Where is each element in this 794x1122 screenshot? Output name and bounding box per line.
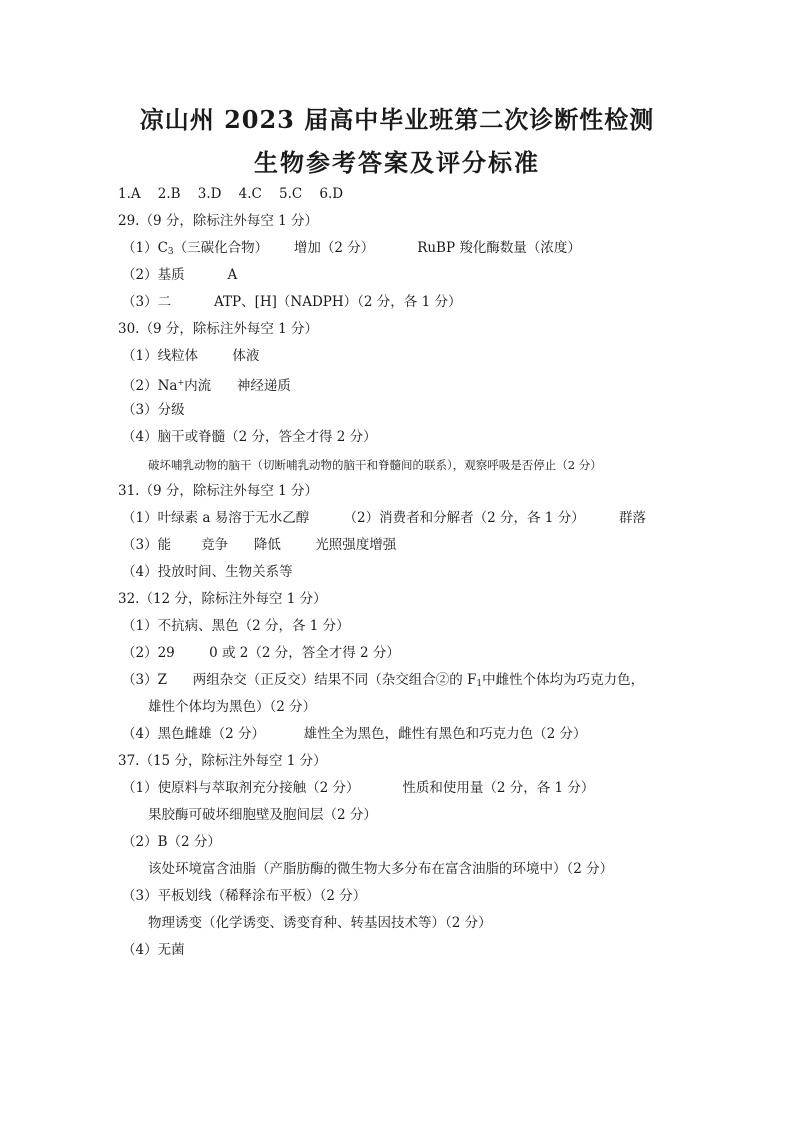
q30-answer-3: （3）分级 xyxy=(122,402,185,418)
multiple-choice-answers: 1.A 2.B 3.D 4.C 5.C 6.D xyxy=(118,186,344,202)
q32-answer-1: （1）不抗病、黑色（2 分，各 1 分） xyxy=(122,618,350,634)
q37-answer-4: （4）无菌 xyxy=(122,942,185,958)
q37-answer-2-continued: 该处环境富含油脂（产脂肪酶的微生物大多分布在富含油脂的环境中）（2 分） xyxy=(148,861,614,877)
q37-answer-2: （2）B（2 分） xyxy=(122,834,221,850)
q29-answer-2: （2）基质 A xyxy=(122,267,238,283)
q32-answer-3-continued: 雄性个体均为黑色）（2 分） xyxy=(148,699,317,715)
q32-header: 32.（12 分，除标注外每空 1 分） xyxy=(118,591,327,607)
q32-answer-4: （4）黑色雌雄（2 分） 雄性全为黑色，雌性有黑色和巧克力色（2 分） xyxy=(122,726,587,742)
document-title: 凉山州 2023 届高中毕业班第二次诊断性检测 xyxy=(139,105,655,134)
q37-answer-1: （1）使原料与萃取剂充分接触（2 分） 性质和使用量（2 分，各 1 分） xyxy=(122,780,595,796)
q30-note: 破坏哺乳动物的脑干（切断哺乳动物的脑干和脊髓间的联系），观察呼吸是否停止（2 分） xyxy=(148,458,602,472)
q30-answer-1: （1）线粒体 体液 xyxy=(122,348,260,364)
document-subtitle: 生物参考答案及评分标准 xyxy=(254,148,540,177)
q31-answer-1-2: （1）叶绿素 a 易溶于无水乙醇 （2）消费者和分解者（2 分，各 1 分） 群落 xyxy=(122,510,647,526)
q37-header: 37.（15 分，除标注外每空 1 分） xyxy=(118,753,327,769)
q31-answer-3: （3）能 竞争 降低 光照强度增强 xyxy=(122,537,397,553)
q30-answer-2: （2）Na+内流 神经递质 xyxy=(122,378,291,394)
q29-answer-3: （3）二 ATP、[H]（NADPH）（2 分，各 1 分） xyxy=(122,294,462,310)
q32-answer-3: （3）Z 两组杂交（正反交）结果不同（杂交组合②的 $F_1$中雌性个体均为巧克力色， xyxy=(122,672,645,689)
q30-answer-4: （4）脑干或脊髓（2 分，答全才得 2 分） xyxy=(122,429,377,445)
q29-answer-1: $(1)C_3$（三碳化合物） 增加（2 分） RuBP 羧化酶数量（浓度） xyxy=(122,240,581,257)
q30-header: 30.（9 分，除标注外每空 1 分） xyxy=(118,321,319,337)
q31-answer-4: （4）投放时间、生物关系等 xyxy=(122,564,293,580)
q31-header: 31.（9 分，除标注外每空 1 分） xyxy=(118,483,319,499)
q32-answer-2: （2）29 0 或 2（2 分，答全才得 2 分） xyxy=(122,645,400,661)
q37-answer-1-continued: 果胶酶可破坏细胞壁及胞间层（2 分） xyxy=(148,807,377,823)
q37-answer-3-continued: 物理诱变（化学诱变、诱变育种、转基因技术等）（2 分） xyxy=(148,915,492,931)
q29-header: 29.（9 分，除标注外每空 1 分） xyxy=(118,213,319,229)
q37-answer-3: （3）平板划线（稀释涂布平板）（2 分） xyxy=(122,888,367,904)
